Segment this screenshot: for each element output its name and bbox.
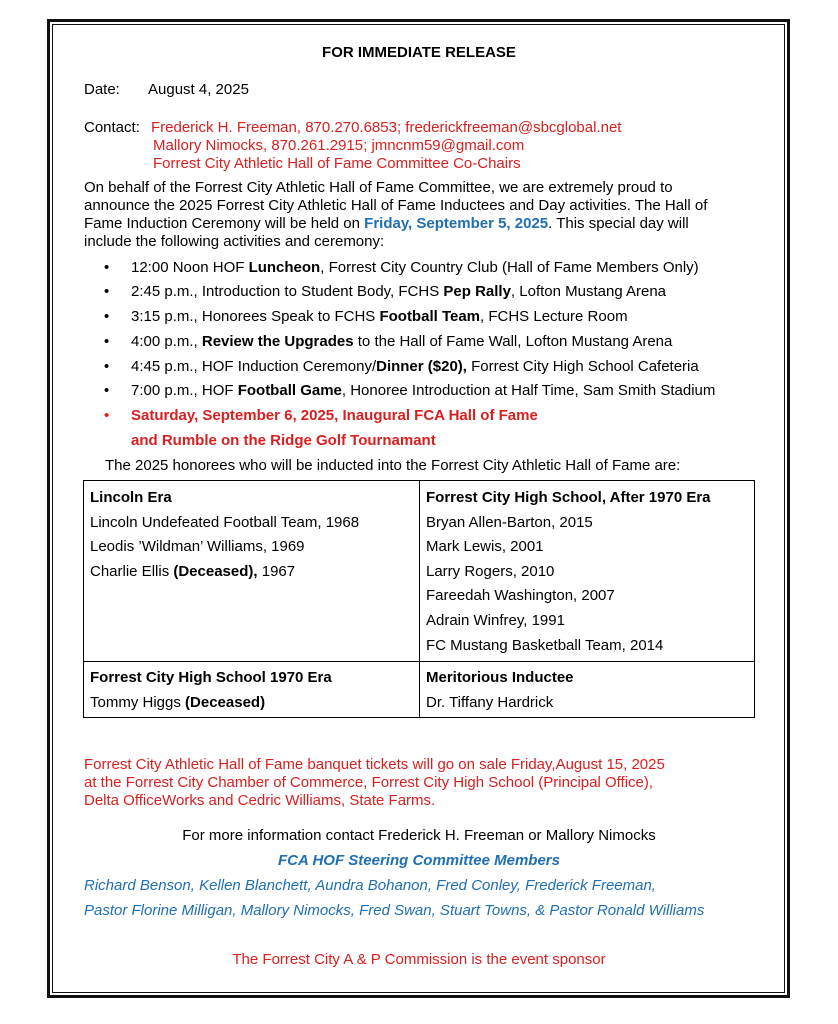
table-row: Leodis ’Wildman’ Williams, 1969 <box>90 538 305 555</box>
table-row: Tommy Higgs (Deceased) <box>90 694 266 711</box>
meritorious-title: Meritorious Inductee <box>426 669 574 686</box>
contact-freeman: Frederick H. Freeman, 870.270.6853; frederickfreeman@sbcglobal.net <box>151 119 622 136</box>
intro-line-3 <box>84 215 689 233</box>
saturday-event-line-2: and Rumble on the Ridge Golf Tournamant <box>131 432 436 449</box>
table-divider-horizontal <box>84 661 754 662</box>
activity-item: 7:00 p.m., HOF Football Game, Honoree Introduction at Half Time, Sam Smith Stadium <box>131 382 716 399</box>
tickets-line-2: at the Forrest City Chamber of Commerce, Forrest City High School (Principal Office), <box>84 774 654 791</box>
intro-line-3-post: . This special day will <box>548 215 689 232</box>
table-row: Charlie Ellis (Deceased), 1967 <box>90 563 296 580</box>
intro-line-1: On behalf of the Forrest City Athletic Hall of Fame Committee, we are extremely proud to <box>84 179 673 196</box>
committee-title: FCA HOF Steering Committee Members <box>278 852 560 869</box>
table-row: FC Mustang Basketball Team, 2014 <box>426 637 664 654</box>
activity-item: 4:00 p.m., Review the Upgrades to the Hall of Fame Wall, Lofton Mustang Arena <box>131 333 673 350</box>
table-row: Lincoln Undefeated Football Team, 1968 <box>90 514 360 531</box>
activity-item: 3:15 p.m., Honorees Speak to FCHS Football Team, FCHS Lecture Room <box>131 308 628 325</box>
saturday-event-line-1: Saturday, September 6, 2025, Inaugural FCA Hall of Fame <box>131 407 538 424</box>
bullet-icon: • <box>104 407 110 424</box>
contact-label: Contact: <box>84 119 140 136</box>
committee-line-1: Richard Benson, Kellen Blanchett, Aundra Bohanon, Fred Conley, Frederick Freeman, <box>84 877 656 894</box>
activity-item: 2:45 p.m., Introduction to Student Body, FCHS Pep Rally, Lofton Mustang Arena <box>131 283 667 300</box>
table-row: Larry Rogers, 2010 <box>426 563 555 580</box>
tickets-line-3: Delta OfficeWorks and Cedric Williams, State Farms. <box>84 792 436 809</box>
bullet-icon: • <box>104 358 110 375</box>
date-value: August 4, 2025 <box>148 81 249 98</box>
table-row: Dr. Tiffany Hardrick <box>426 694 554 711</box>
intro-line-4: include the following activities and ceremony: <box>84 233 385 250</box>
table-row: Fareedah Washington, 2007 <box>426 587 615 604</box>
intro-line-3-pre: Fame Induction Ceremony will be held on <box>84 215 365 232</box>
bullet-icon: • <box>104 382 110 399</box>
bullet-icon: • <box>104 333 110 350</box>
era-1970-title: Forrest City High School 1970 Era <box>90 669 332 686</box>
committee-line-2: Pastor Florine Milligan, Mallory Nimocks, Fred Swan, Stuart Towns, & Pastor Ronald Williams <box>84 902 705 919</box>
contact-cochairs: Forrest City Athletic Hall of Fame Committee Co-Chairs <box>153 155 521 172</box>
activity-item: 4:45 p.m., HOF Induction Ceremony/Dinner ($20), Forrest City High School Cafeteria <box>131 358 699 375</box>
sponsor-line: The Forrest City A & P Commission is the event sponsor <box>232 951 606 968</box>
table-row: Bryan Allen-Barton, 2015 <box>426 514 593 531</box>
bullet-icon: • <box>104 308 110 325</box>
ceremony-date: Friday, September 5, 2025 <box>364 215 549 232</box>
contact-nimocks: Mallory Nimocks, 870.261.2915; jmncnm59@gmail.com <box>153 137 525 154</box>
lincoln-era-title: Lincoln Era <box>90 489 172 506</box>
table-row: Adrain Winfrey, 1991 <box>426 612 565 629</box>
activity-item: 12:00 Noon HOF Luncheon, Forrest City Country Club (Hall of Fame Members Only) <box>131 259 699 276</box>
table-divider-vertical <box>419 481 420 717</box>
intro-line-2: announce the 2025 Forrest City Athletic Hall of Fame Inductees and Day activities. The Hall of <box>84 197 708 214</box>
tickets-line-1: Forrest City Athletic Hall of Fame banquet tickets will go on sale Friday,August 15, 2025 <box>84 756 665 773</box>
bullet-icon: • <box>104 259 110 276</box>
honorees-intro: The 2025 honorees who will be inducted into the Forrest City Athletic Hall of Fame are: <box>105 457 681 474</box>
more-info: For more information contact Frederick H. Freeman or Mallory Nimocks <box>182 827 656 844</box>
after-1970-era-title: Forrest City High School, After 1970 Era <box>426 489 711 506</box>
bullet-icon: • <box>104 283 110 300</box>
release-heading: FOR IMMEDIATE RELEASE <box>322 44 516 61</box>
table-row: Mark Lewis, 2001 <box>426 538 544 555</box>
date-label: Date: <box>84 81 120 98</box>
